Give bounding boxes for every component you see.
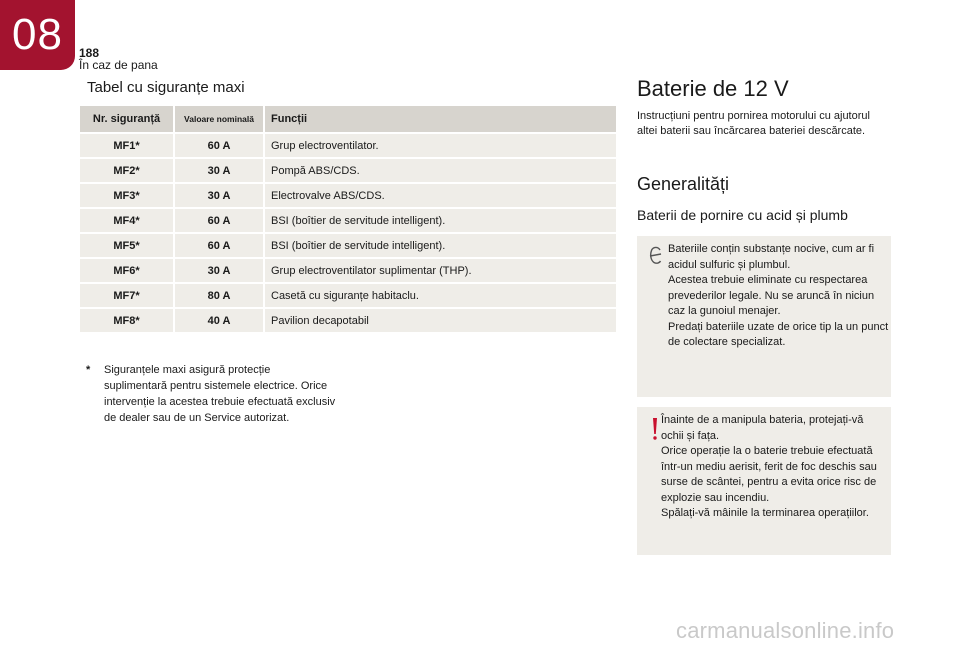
footnote-text: Siguranțele maxi asigură protecție suplimentară pentru sistemele electrice. Orice intervenție la acestea trebuie efectuată exclusiv de dealer sau de un Service autorizat. [104, 364, 336, 424]
fuse-function: Pompă ABS/CDS. [265, 157, 616, 182]
table-row [80, 132, 616, 157]
warning-note-text: Înainte de a manipula bateria, protejați-vă ochii și fața. Orice operație la o baterie trebuie efectuată într-un mediu aerisit, ferit de foc deschis sau surse de scântei, pentru a evita orice risc de explozie sau incendiu. Spălați-vă mâinile la terminarea operațiilor. [661, 414, 877, 519]
fuse-function: Grup electroventilator suplimentar (THP). [265, 257, 616, 282]
fuse-number: MF1* [80, 132, 175, 157]
fuse-rating: 80 A [175, 282, 265, 307]
fuse-function: BSI (boîtier de servitude intelligent). [265, 207, 616, 232]
fuse-number: MF7* [80, 282, 175, 307]
section-title: Baterie de 12 V [637, 76, 789, 101]
fuse-rating: 40 A [175, 307, 265, 332]
fuse-number: MF8* [80, 307, 175, 332]
fuse-rating: 30 A [175, 182, 265, 207]
table-header-row [80, 106, 616, 132]
fuse-number: MF6* [80, 257, 175, 282]
footnote-marker: * [86, 364, 91, 376]
fuse-table-title: Tabel cu siguranțe maxi [87, 79, 245, 96]
watermark: carmanualsonline.info [676, 618, 895, 643]
environment-icon [645, 242, 665, 270]
table-row [80, 307, 616, 332]
chapter-tab: 08 [0, 0, 75, 70]
fuse-table [80, 106, 616, 332]
warning-note [637, 407, 891, 555]
table-row [80, 157, 616, 182]
fuse-function: Grup electroventilator. [265, 132, 616, 157]
page-section-title: În caz de pana [79, 58, 158, 72]
table-row [80, 232, 616, 257]
table-row [80, 207, 616, 232]
fuse-number: MF3* [80, 182, 175, 207]
fuse-function: BSI (boîtier de servitude intelligent). [265, 232, 616, 257]
fuse-number: MF2* [80, 157, 175, 182]
fuse-function: Casetă cu siguranțe habitaclu. [265, 282, 616, 307]
fuse-number: MF5* [80, 232, 175, 257]
environment-note-text: Bateriile conțin substanțe nocive, cum ar fi acidul sulfuric și plumbul. Acestea trebuie eliminate cu respectarea prevederilor legale. Nu se aruncă în niciun caz la gunoiul menajer. Predați bateriile uzate de orice tip la un punct de colectare specializat. [668, 243, 889, 348]
section-intro: Instrucțiuni pentru pornirea motorului cu ajutorul altei baterii sau încărcarea bateriei descărcate. [637, 110, 870, 137]
footnote [86, 362, 336, 426]
page-number: 188 [79, 46, 100, 60]
table-row [80, 282, 616, 307]
table-row [80, 257, 616, 282]
fuse-rating: 30 A [175, 257, 265, 282]
fuse-rating: 60 A [175, 232, 265, 257]
fuse-function: Electrovalve ABS/CDS. [265, 182, 616, 207]
column-header-fuse-number: Nr. siguranță [80, 106, 175, 132]
fuse-number: MF4* [80, 207, 175, 232]
column-header-functions: Funcții [265, 106, 616, 132]
fuse-rating: 60 A [175, 132, 265, 157]
fuse-function: Pavilion decapotabil [265, 307, 616, 332]
column-header-rating: Valoare nominală [175, 106, 265, 132]
subsection-heading: Baterii de pornire cu acid și plumb [637, 207, 848, 223]
table-row [80, 182, 616, 207]
subsection-title: Generalități [637, 174, 730, 194]
fuse-rating: 60 A [175, 207, 265, 232]
fuse-rating: 30 A [175, 157, 265, 182]
environment-note [637, 236, 891, 397]
